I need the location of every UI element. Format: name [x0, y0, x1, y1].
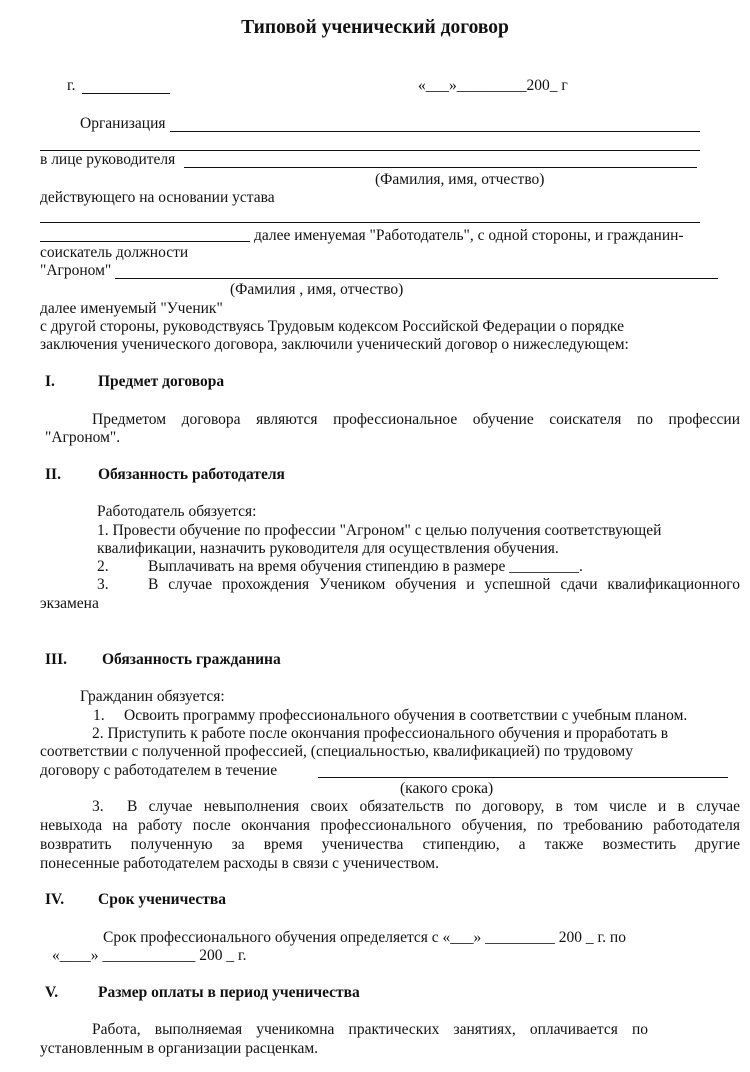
- item-number: 1.: [93, 707, 105, 724]
- preamble-line: заключения ученического договора, заключили ученический договор о нижеследующем:: [40, 336, 629, 353]
- paragraph-line: квалификации, назначить руководителя для осуществления обучения.: [97, 540, 559, 557]
- term-blank: [318, 777, 728, 778]
- section-heading: Обязанность гражданина: [102, 651, 281, 668]
- term-hint: (какого срока): [400, 780, 494, 797]
- paragraph-line: соответствии с полученной профессией, (специальностью, квалификацией) по трудовому: [40, 743, 633, 760]
- organization-blank: [170, 131, 700, 132]
- paragraph-line: понесенные работодателем расходы в связи с ученичеством.: [40, 855, 439, 872]
- position-text: "Агроном": [40, 262, 112, 279]
- city-label: г.: [67, 77, 76, 94]
- charter-blank: [40, 222, 700, 223]
- city-blank: [82, 93, 170, 94]
- head-blank: [184, 167, 697, 168]
- preamble-line: с другой стороны, руководствуясь Трудовым кодексом Российской Федерации о порядке: [40, 318, 624, 335]
- paragraph-line: Освоить программу профессионального обучения в соответствии с учебным планом.: [124, 707, 688, 724]
- paragraph-line: "Агроном".: [45, 429, 121, 446]
- section-heading: Обязанность работодателя: [98, 466, 285, 483]
- paragraph-line: «____» ____________ 200 _ г.: [52, 947, 247, 964]
- section-heading: Размер оплаты в период ученичества: [98, 984, 360, 1001]
- section-number: II.: [45, 466, 61, 483]
- paragraph-line: установленным в организации расценкам.: [40, 1040, 319, 1057]
- section-heading: Предмет договора: [98, 373, 225, 390]
- paragraph-line: В случае прохождения Учеником обучения и успешной сдачи квалификационного: [148, 576, 740, 593]
- paragraph-line: экзамена: [40, 595, 99, 612]
- section-number: IV.: [45, 891, 65, 908]
- paragraph-line: 2. Приступить к работе после окончания профессионального обучения и проработать в: [92, 725, 669, 742]
- acting-on-text: действующего на основании устава: [40, 189, 275, 206]
- paragraph-line: договору с работодателем в течение: [40, 762, 278, 779]
- paragraph-line: невыхода на работу после окончания профессионального обучения, по требованию работодателя: [40, 817, 740, 834]
- organization-label: Организация: [80, 115, 166, 132]
- paragraph-line: Срок профессионального обучения определяется с «___» _________ 200 _ г. по: [103, 929, 626, 946]
- paragraph-line: 1. Провести обучение по профессии "Агроном" с целью получения соответствующей: [97, 522, 662, 539]
- fio-hint: (Фамилия, имя, отчество): [375, 171, 545, 188]
- fio-hint: (Фамилия , имя, отчество): [230, 281, 404, 298]
- student-named-text: далее именуемый "Ученик": [40, 300, 223, 317]
- paragraph-line: Выплачивать на время обучения стипендию в размере _________.: [148, 558, 583, 575]
- paragraph-line: возвратить полученную за время ученичества стипендию, а также возместить другие: [40, 836, 740, 853]
- paragraph-line: Работа, выполняемая ученикомна практических занятиях, оплачивается по: [92, 1021, 648, 1038]
- item-number: 2.: [97, 558, 109, 575]
- applicant-text: соискатель должности: [40, 244, 189, 261]
- paragraph-line: Гражданин обязуется:: [80, 688, 225, 705]
- paragraph-line: В случае невыполнения своих обязательств по договору, в том числе и в случае: [127, 798, 740, 815]
- section-number: III.: [45, 651, 67, 668]
- section-number: I.: [45, 373, 55, 390]
- item-number: 3.: [92, 798, 104, 815]
- paragraph-line: Предметом договора являются профессиональное обучение соискателя по профессии: [92, 411, 740, 428]
- head-label: в лице руководителя: [40, 151, 176, 168]
- section-number: V.: [45, 984, 59, 1001]
- employer-blank: [40, 241, 250, 242]
- item-number: 3.: [97, 576, 109, 593]
- employer-named-text: далее именуемая "Работодатель", с одной стороны, и гражданин-: [254, 227, 684, 244]
- document-title: Типовой ученический договор: [241, 17, 509, 38]
- section-heading: Срок ученичества: [98, 891, 227, 908]
- paragraph-line: Работодатель обязуется:: [97, 503, 257, 520]
- contract-date: «___»_________200_ г: [418, 77, 568, 94]
- student-name-blank: [115, 278, 718, 279]
